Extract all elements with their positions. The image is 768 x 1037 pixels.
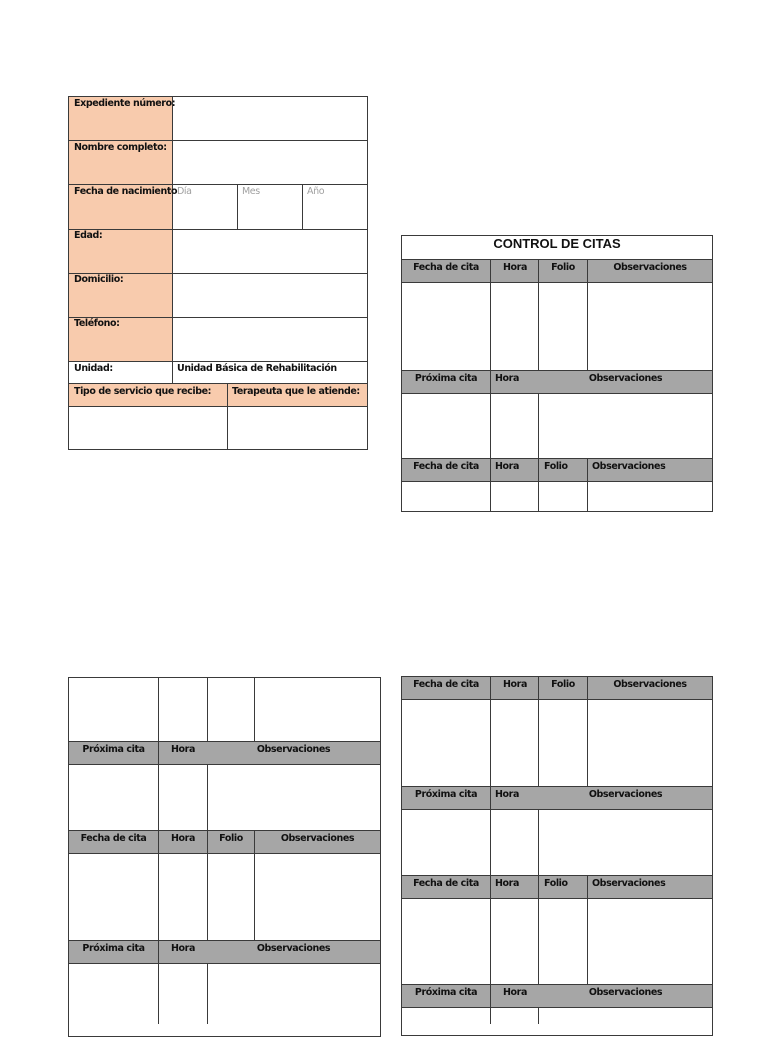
- col-hora: Hora: [495, 789, 519, 800]
- anio-placeholder: Año: [307, 186, 325, 197]
- col-observaciones: Observaciones: [280, 833, 355, 844]
- col-proxima-cita: Próxima cita: [414, 789, 478, 800]
- col-folio: Folio: [219, 833, 243, 844]
- col-fecha-cita: Fecha de cita: [413, 461, 479, 472]
- col-observaciones: Observaciones: [588, 987, 663, 998]
- col-folio: Folio: [551, 262, 575, 273]
- domicilio-label: Domicilio:: [74, 274, 124, 285]
- fecha-nacimiento-label: Fecha de nacimiento: [74, 186, 178, 197]
- nombre-label: Nombre completo:: [74, 142, 167, 153]
- col-hora: Hora: [171, 943, 195, 954]
- col-proxima-cita: Próxima cita: [414, 373, 478, 384]
- terapeuta-label: Terapeuta que le atiende:: [232, 386, 360, 397]
- unidad-value: Unidad Básica de Rehabilitación: [177, 363, 337, 374]
- col-observaciones: Observaciones: [613, 262, 687, 273]
- col-fecha-cita: Fecha de cita: [413, 878, 479, 889]
- edad-label: Edad:: [74, 230, 103, 241]
- mes-placeholder: Mes: [242, 186, 260, 197]
- col-fecha-cita: Fecha de cita: [413, 679, 479, 690]
- telefono-label: Teléfono:: [74, 318, 120, 329]
- col-hora: Hora: [495, 878, 519, 889]
- col-folio: Folio: [551, 679, 575, 690]
- col-observaciones: Observaciones: [256, 744, 331, 755]
- col-observaciones: Observaciones: [588, 789, 663, 800]
- tipo-servicio-label: Tipo de servicio que recibe:: [74, 386, 212, 397]
- col-observaciones: Observaciones: [592, 878, 666, 889]
- col-observaciones: Observaciones: [613, 679, 687, 690]
- col-folio: Folio: [544, 461, 568, 472]
- unidad-label: Unidad:: [74, 363, 113, 374]
- expediente-label: Expediente número:: [74, 98, 176, 109]
- col-observaciones: Observaciones: [592, 461, 666, 472]
- control-citas-title: CONTROL DE CITAS: [493, 236, 621, 251]
- col-proxima-cita: Próxima cita: [414, 987, 478, 998]
- col-proxima-cita: Próxima cita: [82, 744, 145, 755]
- col-hora: Hora: [503, 262, 527, 273]
- col-observaciones: Observaciones: [256, 943, 331, 954]
- col-proxima-cita: Próxima cita: [82, 943, 145, 954]
- col-hora: Hora: [171, 744, 195, 755]
- col-folio: Folio: [544, 878, 568, 889]
- col-fecha-cita: Fecha de cita: [80, 833, 147, 844]
- appointments-table-right: [401, 676, 713, 1036]
- col-observaciones: Observaciones: [588, 373, 663, 384]
- col-hora: Hora: [495, 373, 519, 384]
- col-hora: Hora: [495, 461, 519, 472]
- col-hora: Hora: [503, 679, 527, 690]
- dia-placeholder: Día: [177, 186, 192, 197]
- col-fecha-cita: Fecha de cita: [413, 262, 479, 273]
- col-hora: Hora: [171, 833, 195, 844]
- appointments-table-left: [68, 677, 381, 1037]
- col-hora: Hora: [503, 987, 527, 998]
